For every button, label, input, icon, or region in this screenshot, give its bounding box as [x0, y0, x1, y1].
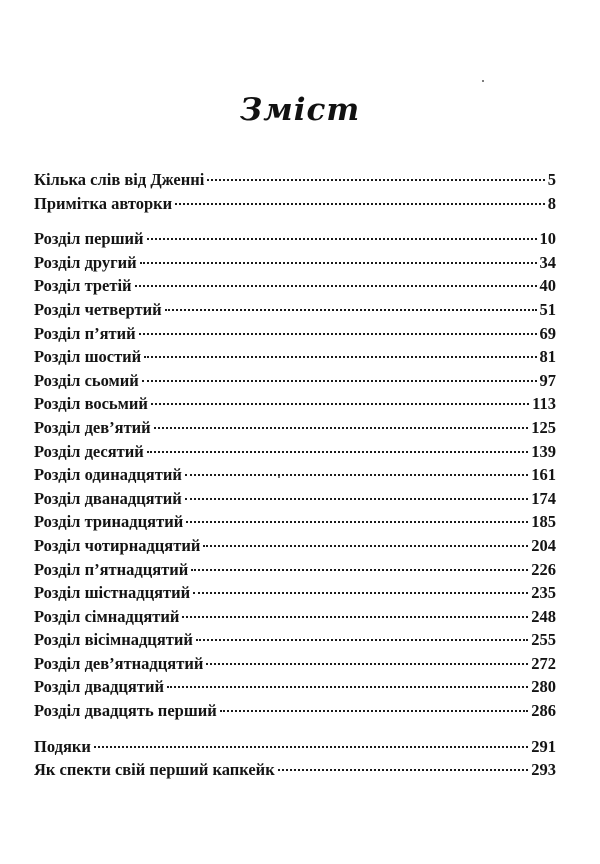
table-of-contents — [34, 168, 556, 782]
toc-entry[interactable] — [34, 510, 556, 534]
toc-entry[interactable] — [34, 168, 556, 192]
toc-entry-title: Розділ дев’ятнадцятий — [34, 653, 204, 673]
dot-leader — [135, 285, 537, 287]
dot-leader — [206, 663, 528, 665]
toc-entry-title: Розділ дев’ятий — [34, 417, 151, 437]
dot-leader — [154, 427, 529, 429]
toc-entry-title: Кілька слів від Дженні — [34, 170, 205, 189]
toc-entry-page-number: 40 — [539, 276, 556, 296]
toc-entry-title: Розділ двадцятий — [34, 677, 164, 697]
page-title: Зміст — [239, 92, 361, 128]
toc-entry[interactable] — [34, 735, 556, 759]
dot-leader — [191, 569, 528, 571]
toc-entry-title: Розділ дванадцятий — [34, 488, 182, 508]
dot-leader — [151, 403, 529, 405]
toc-entry-title: Розділ одинадцятий — [34, 465, 182, 485]
toc-entry[interactable] — [34, 628, 556, 652]
toc-entry-title: Розділ шостий — [34, 347, 142, 367]
toc-entry[interactable] — [34, 322, 556, 346]
toc-entry-page-number: 291 — [531, 736, 556, 756]
dot-leader — [167, 686, 528, 688]
toc-entry-page-number: 113 — [532, 394, 556, 414]
dot-leader — [278, 769, 529, 771]
toc-entry[interactable] — [34, 758, 556, 782]
dot-leader — [182, 616, 528, 618]
toc-group — [34, 735, 556, 782]
toc-entry-page-number: 5 — [547, 170, 556, 189]
toc-entry[interactable] — [34, 274, 556, 298]
dot-leader — [186, 521, 528, 523]
toc-entry[interactable] — [34, 251, 556, 275]
dot-leader — [165, 309, 537, 311]
toc-entry-title: Розділ п’ятнадцятий — [34, 559, 189, 579]
toc-entry-title: Розділ чотирнадцятий — [34, 535, 201, 555]
toc-entry[interactable] — [34, 558, 556, 582]
toc-entry-title: Як спекти свій перший капкейк — [34, 760, 275, 780]
toc-entry-page-number: 286 — [531, 701, 556, 721]
toc-entry-page-number: 161 — [531, 465, 556, 485]
toc-entry-page-number: 248 — [531, 606, 556, 626]
toc-entry-title: Розділ п’ятий — [34, 323, 136, 343]
toc-entry-page-number: 204 — [531, 535, 556, 555]
toc-entry[interactable] — [34, 534, 556, 558]
toc-entry[interactable] — [34, 675, 556, 699]
dot-leader — [147, 451, 528, 453]
toc-entry-page-number: 280 — [531, 677, 556, 697]
toc-entry-page-number: 81 — [539, 347, 556, 367]
dot-leader — [94, 746, 528, 748]
toc-entry[interactable] — [34, 298, 556, 322]
toc-entry-page-number: 10 — [539, 229, 556, 249]
toc-entry[interactable] — [34, 463, 556, 487]
toc-entry-page-number: 235 — [531, 583, 556, 603]
toc-entry-title: Розділ шістнадцятий — [34, 583, 191, 603]
toc-entry-page-number: 125 — [531, 417, 556, 437]
toc-entry-title: Подяки — [34, 736, 91, 756]
dot-leader — [196, 639, 528, 641]
toc-entry[interactable] — [34, 440, 556, 464]
toc-entry-page-number: 293 — [531, 760, 556, 780]
toc-entry-title: Розділ третій — [34, 276, 132, 296]
toc-group — [34, 227, 556, 722]
dot-leader — [185, 498, 529, 500]
dot-leader — [147, 238, 537, 240]
toc-entry-page-number: 97 — [539, 370, 556, 390]
dot-leader — [139, 333, 537, 335]
toc-entry-title: Розділ десятий — [34, 441, 144, 461]
toc-entry-title: Розділ двадцять перший — [34, 701, 217, 721]
toc-entry-title: Розділ другий — [34, 252, 137, 272]
toc-entry[interactable] — [34, 369, 556, 393]
toc-entry-title: Розділ перший — [34, 229, 144, 249]
dot-leader — [193, 592, 528, 594]
toc-entry[interactable] — [34, 581, 556, 605]
dot-leader — [144, 356, 536, 358]
toc-entry-page-number: 272 — [531, 653, 556, 673]
scan-speck — [278, 476, 280, 478]
toc-entry-title: Розділ сьомий — [34, 370, 139, 390]
dot-leader — [207, 179, 544, 181]
dot-leader — [185, 474, 528, 476]
toc-entry-page-number: 34 — [539, 252, 556, 272]
toc-group — [34, 168, 556, 215]
toc-entry-page-number: 69 — [539, 323, 556, 343]
dot-leader — [175, 203, 545, 205]
toc-entry[interactable] — [34, 227, 556, 251]
toc-entry[interactable] — [34, 392, 556, 416]
toc-entry-title: Розділ тринадцятий — [34, 512, 184, 532]
toc-entry[interactable] — [34, 192, 556, 216]
dot-leader — [142, 380, 537, 382]
toc-entry-title: Розділ вісімнадцятий — [34, 630, 193, 650]
scan-speck — [482, 80, 484, 82]
toc-entry-page-number: 226 — [531, 559, 556, 579]
dot-leader — [203, 545, 528, 547]
toc-entry-page-number: 174 — [531, 488, 556, 508]
toc-entry-title: Розділ восьмий — [34, 394, 148, 414]
toc-entry-page-number: 255 — [531, 630, 556, 650]
toc-entry[interactable] — [34, 699, 556, 723]
toc-entry-page-number: 185 — [531, 512, 556, 532]
toc-entry-page-number: 8 — [547, 193, 556, 213]
toc-entry[interactable] — [34, 652, 556, 676]
toc-entry[interactable] — [34, 605, 556, 629]
toc-entry-title: Примітка авторки — [34, 193, 173, 213]
toc-entry-page-number: 139 — [531, 441, 556, 461]
toc-entry-page-number: 51 — [539, 299, 556, 319]
toc-entry[interactable] — [34, 487, 556, 511]
toc-entry-title: Розділ сімнадцятий — [34, 606, 180, 626]
toc-entry-title: Розділ четвертий — [34, 299, 162, 319]
dot-leader — [140, 262, 537, 264]
toc-entry[interactable] — [34, 416, 556, 440]
toc-entry[interactable] — [34, 345, 556, 369]
dot-leader — [220, 710, 528, 712]
